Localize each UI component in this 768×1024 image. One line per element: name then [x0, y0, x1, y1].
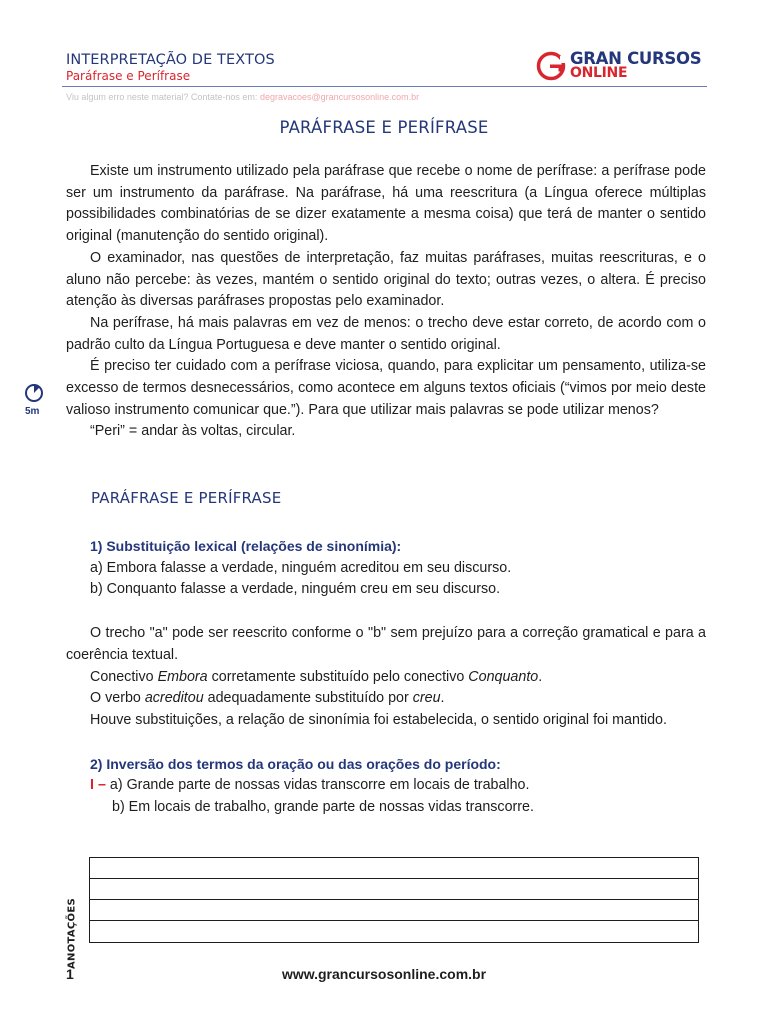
section-title: PARÁFRASE E PERÍFRASE [91, 489, 282, 507]
contact-note [66, 92, 419, 103]
page-number: 1 [66, 966, 74, 982]
footer-url[interactable]: www.grancursosonline.com.br [281, 966, 487, 982]
example-a: a) Embora falasse a verdade, ninguém acreditou em seu discurso. [90, 559, 512, 576]
document-subtitle: Paráfrase e Perífrase [66, 69, 191, 83]
explanation-connective [66, 667, 706, 689]
timer-marker [24, 383, 44, 417]
paragraph: O examinador, nas questões de interpretação, faz muitas paráfrases, muitas reescrituras, e o aluno não percebe: às vezes, mantém o sentido original do texto; outras vezes, o altera. É preciso atenção às diversas paráfrases propostas pelo examinador. [66, 249, 706, 310]
text-span: . [440, 690, 445, 707]
item2-heading: 2) Inversão dos termos da oração ou das orações do período: [90, 755, 501, 772]
italic-term: Conquanto [468, 668, 539, 685]
paragraph: É preciso ter cuidado com a perífrase viciosa, quando, para explicitar um pensamento, utiliza-se excesso de termos desnecessários, como acontece em alguns textos oficiais (“vimos por meio deste valioso instrumento comunicar que.”). Para que utilizar mais palavras se pode utilizar menos? [66, 358, 706, 418]
contact-email-link[interactable]: degravacoes@grancursosonline.com.br [259, 92, 420, 102]
paragraph: Na perífrase, há mais palavras em vez de menos: o trecho deve estar correto, de acordo com o padrão culto da Língua Portuguesa e deve manter o sentido original. [66, 314, 706, 353]
intro-text [66, 161, 706, 443]
text-span: corretamente substituído pelo conectivo [207, 668, 469, 685]
item1-heading: 1) Substituição lexical (relações de sinonímia): [90, 538, 402, 554]
g-logo-icon [536, 51, 566, 81]
notes-area[interactable] [89, 857, 699, 943]
text-span: . [538, 668, 543, 685]
gran-cursos-logo [536, 50, 711, 82]
paragraph: “Peri” = andar às voltas, circular. [90, 423, 296, 440]
document-title: INTERPRETAÇÃO DE TEXTOS [66, 52, 275, 68]
contact-text: Viu algum erro neste material? Contate-nos em: [66, 92, 260, 102]
explanation-verb [66, 688, 706, 710]
stopwatch-icon [24, 383, 44, 403]
example-i-a [66, 775, 706, 797]
timer-label: 5m [25, 406, 40, 417]
page-title: PARÁFRASE E PERÍFRASE [279, 118, 489, 137]
logo-text-line1: GRAN CURSOS [570, 49, 702, 68]
explanation-summary: Houve substituições, a relação de sinonímia foi estabelecida, o sentido original foi mantido. [90, 711, 667, 728]
examples-block [66, 536, 706, 819]
notes-line [90, 920, 698, 921]
italic-term: Embora [157, 668, 208, 685]
text-span: Conectivo [90, 668, 158, 685]
text-span: O verbo [90, 690, 145, 707]
text-span: a) Grande parte de nossas vidas transcorre em locais de trabalho. [105, 777, 530, 794]
logo-text-line2: ONLINE [570, 65, 628, 81]
explanation: O trecho "a" pode ser reescrito conforme o "b" sem prejuízo para a correção gramatical e para a coerência textual. [66, 625, 706, 663]
text-span: adequadamente substituído por [203, 690, 413, 707]
notes-line [90, 878, 698, 879]
example-i-b: b) Em locais de trabalho, grande parte de nossas vidas transcorre. [112, 799, 534, 816]
notes-label-text: ANOTAÇÕES [66, 898, 78, 969]
roman-marker: I – [90, 777, 106, 794]
example-b: b) Conquanto falasse a verdade, ninguém creu em seu discurso. [90, 581, 501, 598]
italic-term: acreditou [144, 690, 204, 707]
notes-line [90, 899, 698, 900]
header-left [66, 51, 275, 84]
header-divider [62, 86, 707, 87]
italic-term: creu [412, 690, 441, 707]
paragraph: Existe um instrumento utilizado pela paráfrase que recebe o nome de perífrase: a perífrase pode ser um instrumento da paráfrase. Na paráfrase, há uma reescritura (a Língua oferece múltiplas possibilidades combinatórias de se dizer exatamente a mesma coisa) que terá de manter o sentido original (manutenção do sentido original). [66, 163, 706, 245]
